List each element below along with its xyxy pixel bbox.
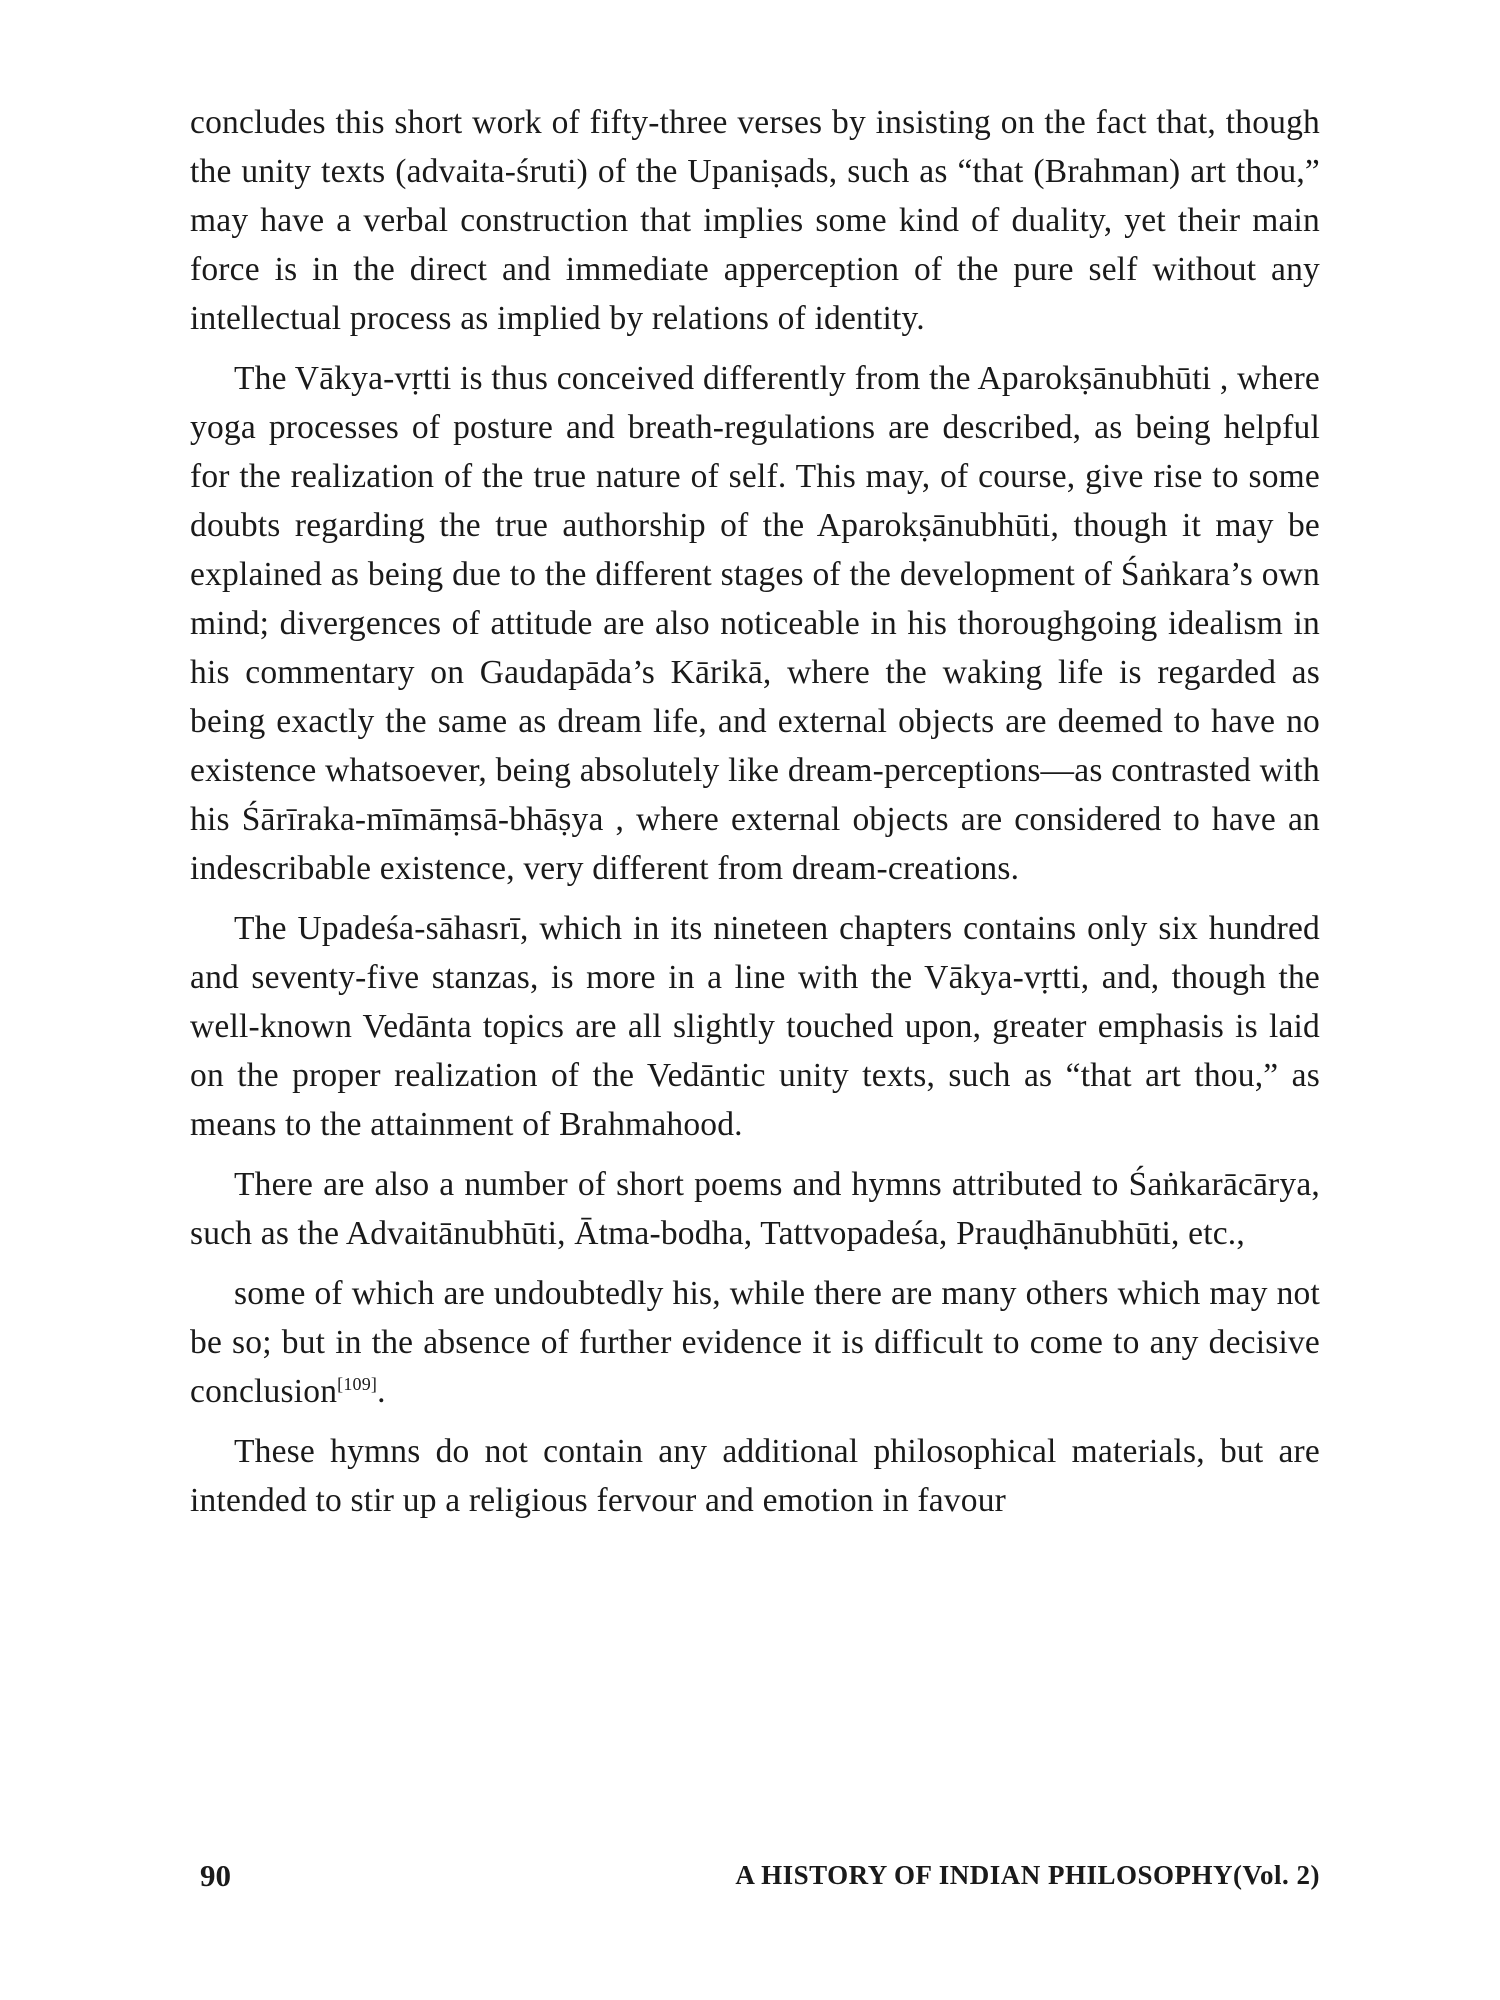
paragraph-5-tail: .	[377, 1373, 386, 1410]
page-footer	[190, 1858, 1320, 1908]
running-title: A HISTORY OF INDIAN PHILOSOPHY(Vol. 2)	[735, 1860, 1320, 1890]
paragraph-5-text: some of which are undoubtedly his, while there are many others which may not be so; but in the absence of further evidence it is difficult to come to any decisive conclusion	[190, 1275, 1320, 1410]
footnote-reference[interactable]: [109]	[337, 1373, 378, 1394]
paragraph-5	[190, 1269, 1320, 1416]
paragraph-2: The Vākya-vṛtti is thus conceived differently from the Aparokṣānubhūti , where yoga processes of posture and breath-regulations are described, as being helpful for the realization of the true nature of self. This may, of course, give rise to some doubts regarding the true authorship of the Aparokṣānubhūti, though it may be explained as being due to the different stages of the development of Śaṅkara’s own mind; divergences of attitude are also noticeable in his thoroughgoing idealism in his commentary on Gaudapāda’s Kārikā, where the waking life is regarded as being exactly the same as dream life, and external objects are deemed to have no existence whatsoever, being absolutely like dream-perceptions—as contrasted with his Śārīraka-mīmāṃsā-bhāṣya , where external objects are considered to have an indescribable existence, very different from dream-creations.	[190, 360, 1320, 887]
paragraph-6: These hymns do not contain any additional philosophical materials, but are intended to stir up a religious fervour and emotion in favour	[190, 1433, 1320, 1519]
paragraph-4: There are also a number of short poems and hymns attributed to Śaṅkarācārya, such as the Advaitānubhūti, Ātma-bodha, Tattvopadeśa, Prauḍhānubhūti, etc.,	[190, 1166, 1320, 1252]
paragraph-3: The Upadeśa-sāhasrī, which in its nineteen chapters contains only six hundred and seventy-five stanzas, is more in a line with the Vākya-vṛtti, and, though the well-known Vedānta topics are all slightly touched upon, greater emphasis is laid on the proper realization of the Vedāntic unity texts, such as “that art thou,” as means to the attainment of Brahmahood.	[190, 910, 1320, 1143]
page-number: 90	[200, 1858, 231, 1893]
page-body-text	[190, 98, 1320, 1536]
paragraph-1: concludes this short work of fifty-three verses by insisting on the fact that, though the unity texts (advaita-śruti) of the Upaniṣads, such as “that (Brahman) art thou,” may have a verbal construction that implies some kind of duality, yet their main force is in the direct and immediate apperception of the pure self without any intellectual process as implied by relations of identity.	[190, 104, 1320, 337]
